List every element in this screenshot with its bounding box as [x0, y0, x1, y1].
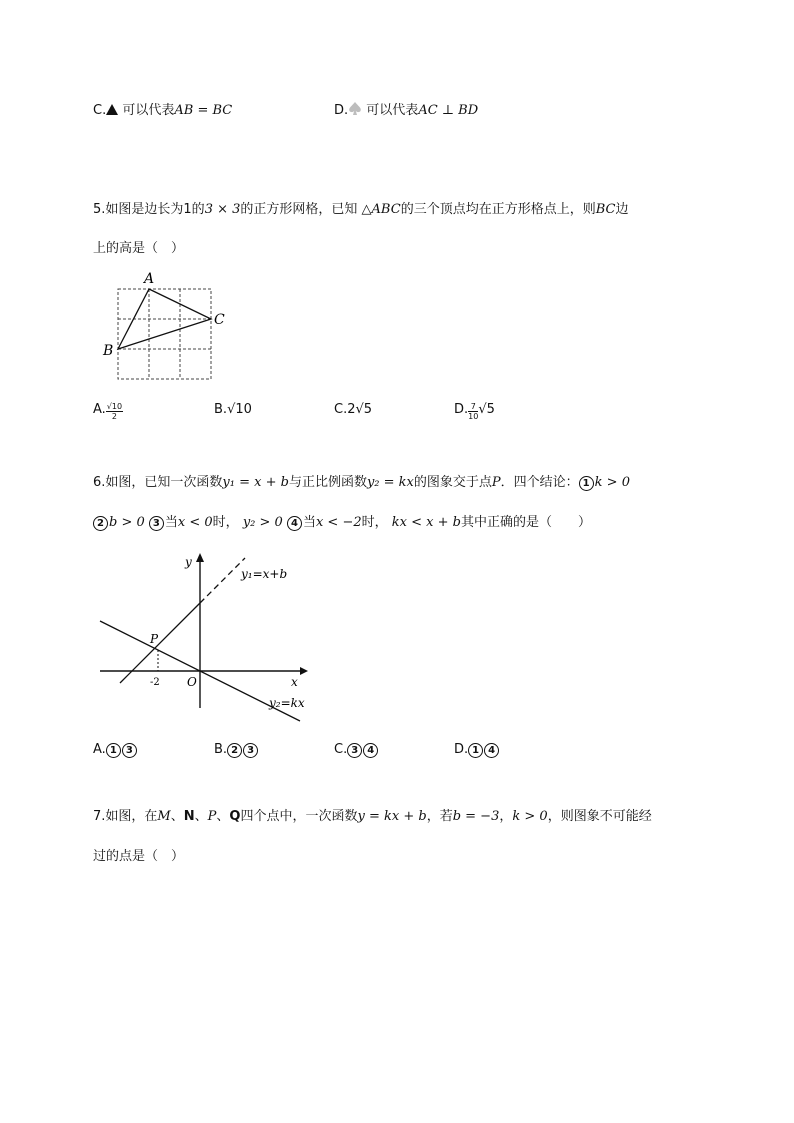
- q5-label-b: B: [103, 343, 114, 359]
- q4-option-c-label: C.: [93, 103, 107, 118]
- q6-text-g: ．四个结论：: [500, 475, 579, 490]
- q7-question-line1: [93, 808, 652, 826]
- q6-option-c-circle1: 3: [347, 743, 362, 758]
- q6-text-e: 的图象交于点: [413, 475, 492, 490]
- q6-graph-figure: [95, 548, 310, 733]
- q6-option-d-label: D.: [454, 742, 469, 757]
- q6-option-d-circle1: 1: [468, 743, 483, 758]
- q5-option-c-label: C.: [334, 402, 348, 417]
- q5-option-a-fraction: [106, 402, 123, 421]
- q6-label-x: x: [291, 675, 298, 689]
- q6-option-a-circle1: 1: [106, 743, 121, 758]
- q7-text-o: ，则图象不可能经: [547, 809, 652, 824]
- q5-option-b-label: B.: [214, 402, 228, 417]
- q7-math-function: y = kx + b: [357, 809, 427, 824]
- q7-sep-1: 、: [170, 809, 184, 824]
- q5-label-c: C: [214, 312, 225, 328]
- q5-option-d-den: 10: [468, 412, 479, 421]
- q6-option-c-label: C.: [334, 742, 348, 757]
- q6-tail: 其中正确的是（ ）: [460, 515, 591, 530]
- q4-option-d-math: AC ⊥ BD: [418, 103, 479, 118]
- q7-sep-2: 、: [194, 809, 208, 824]
- q7-text-i: 四个点中，一次函数: [240, 809, 358, 824]
- q6-c3-text2: 时，: [212, 515, 239, 530]
- q4-option-c-text: 可以代表: [122, 103, 175, 118]
- q5-text-c: 的正方形网格，已知: [240, 202, 358, 217]
- q5-option-c: [334, 401, 372, 419]
- q6-text-a: 6.如图，已知一次函数: [93, 475, 223, 490]
- q6-option-a-circle2: 3: [122, 743, 137, 758]
- q7-sep-3: 、: [216, 809, 230, 824]
- q6-c4-text: 当: [302, 515, 316, 530]
- q6-label-line1: y₁=x+b: [241, 567, 288, 581]
- q5-math-triangle: △ABC: [361, 202, 401, 217]
- q5-grid-figure: [100, 268, 240, 386]
- q6-c3-math2: y₂ > 0: [242, 515, 283, 530]
- q6-label-neg2: -2: [150, 677, 160, 688]
- q5-option-d-value: √5: [478, 402, 495, 417]
- q5-question-line2: 上的高是（ ）: [93, 241, 185, 256]
- q6-conclusion-2: b > 0: [109, 515, 145, 530]
- q6-option-d: [454, 741, 500, 759]
- q5-option-d-num: 7: [468, 402, 478, 412]
- q6-label-p: P: [150, 632, 159, 646]
- q6-c3-math: x < 0: [177, 515, 213, 530]
- q6-math-y2: y₂ = kx: [366, 475, 414, 490]
- q6-option-d-circle2: 4: [484, 743, 499, 758]
- q6-question-line1: [93, 474, 630, 492]
- q4-option-d: [334, 102, 478, 120]
- q5-option-a-label: A.: [93, 402, 106, 417]
- q5-option-d: [454, 401, 495, 421]
- q6-c4-math: x < −2: [315, 515, 362, 530]
- q4-option-c: [93, 102, 232, 120]
- q6-text-c: 与正比例函数: [288, 475, 367, 490]
- q7-point-q: Q: [229, 809, 241, 824]
- q5-label-a: A: [144, 271, 155, 287]
- q6-option-b-circle2: 3: [243, 743, 258, 758]
- q6-option-a-label: A.: [93, 742, 106, 757]
- q7-math-b: b = −3: [452, 809, 500, 824]
- q7-point-p: P: [207, 809, 217, 824]
- q5-option-d-label: D.: [454, 402, 469, 417]
- q6-math-y1: y₁ = x + b: [222, 475, 289, 490]
- q7-text-m: ，: [499, 809, 513, 824]
- q5-option-b-value: √10: [227, 402, 252, 417]
- triangle-icon: [106, 104, 118, 115]
- q5-math-bc: BC: [595, 202, 616, 217]
- q7-question-line2: 过的点是（ ）: [93, 849, 185, 864]
- q6-circle-1: 1: [579, 476, 594, 491]
- q6-option-b-label: B.: [214, 742, 228, 757]
- q5-question-line1: [93, 201, 628, 219]
- q6-label-y: y: [185, 555, 192, 569]
- q6-label-origin: O: [187, 675, 197, 689]
- q6-circle-3: 3: [149, 516, 164, 531]
- q4-option-c-math: AB = BC: [174, 103, 233, 118]
- q4-option-d-text: 可以代表: [366, 103, 419, 118]
- q5-math-grid: 3 × 3: [204, 202, 241, 217]
- q6-option-b-circle1: 2: [227, 743, 242, 758]
- q5-option-b: [214, 401, 252, 419]
- q7-text-a: 7.如图，在: [93, 809, 158, 824]
- q6-question-line2: [93, 514, 591, 532]
- q5-option-a-den: 2: [111, 412, 117, 421]
- q6-conclusion-1: k > 0: [594, 475, 630, 490]
- q7-text-k: ，若: [426, 809, 453, 824]
- q6-circle-4: 4: [287, 516, 302, 531]
- q6-c4-text2: 时，: [361, 515, 388, 530]
- q5-text-e: 的三个顶点均在正方形格点上，则: [400, 202, 596, 217]
- q7-point-m: M: [157, 809, 171, 824]
- q4-option-d-label: D.: [334, 103, 349, 118]
- q5-text-g: 边: [615, 202, 629, 217]
- q5-option-d-fraction: [468, 402, 478, 421]
- q6-c4-math2: kx < x + b: [391, 515, 461, 530]
- q6-math-p: P: [491, 475, 501, 490]
- q6-option-c-circle2: 4: [363, 743, 378, 758]
- q6-option-c: [334, 741, 379, 759]
- q5-option-a: [93, 401, 123, 421]
- q5-option-a-num: √10: [106, 402, 123, 411]
- q5-text-a: 5.如图是边长为1的: [93, 202, 205, 217]
- q7-math-k: k > 0: [512, 809, 548, 824]
- q6-option-a: [93, 741, 138, 759]
- q6-label-line2: y₂=kx: [269, 696, 305, 710]
- q6-c3-text: 当: [164, 515, 178, 530]
- q6-circle-2: 2: [93, 516, 108, 531]
- q5-option-c-value: 2√5: [347, 402, 373, 417]
- spade-icon: [348, 102, 362, 115]
- q6-option-b: [214, 741, 259, 759]
- q7-point-n: N: [183, 809, 195, 824]
